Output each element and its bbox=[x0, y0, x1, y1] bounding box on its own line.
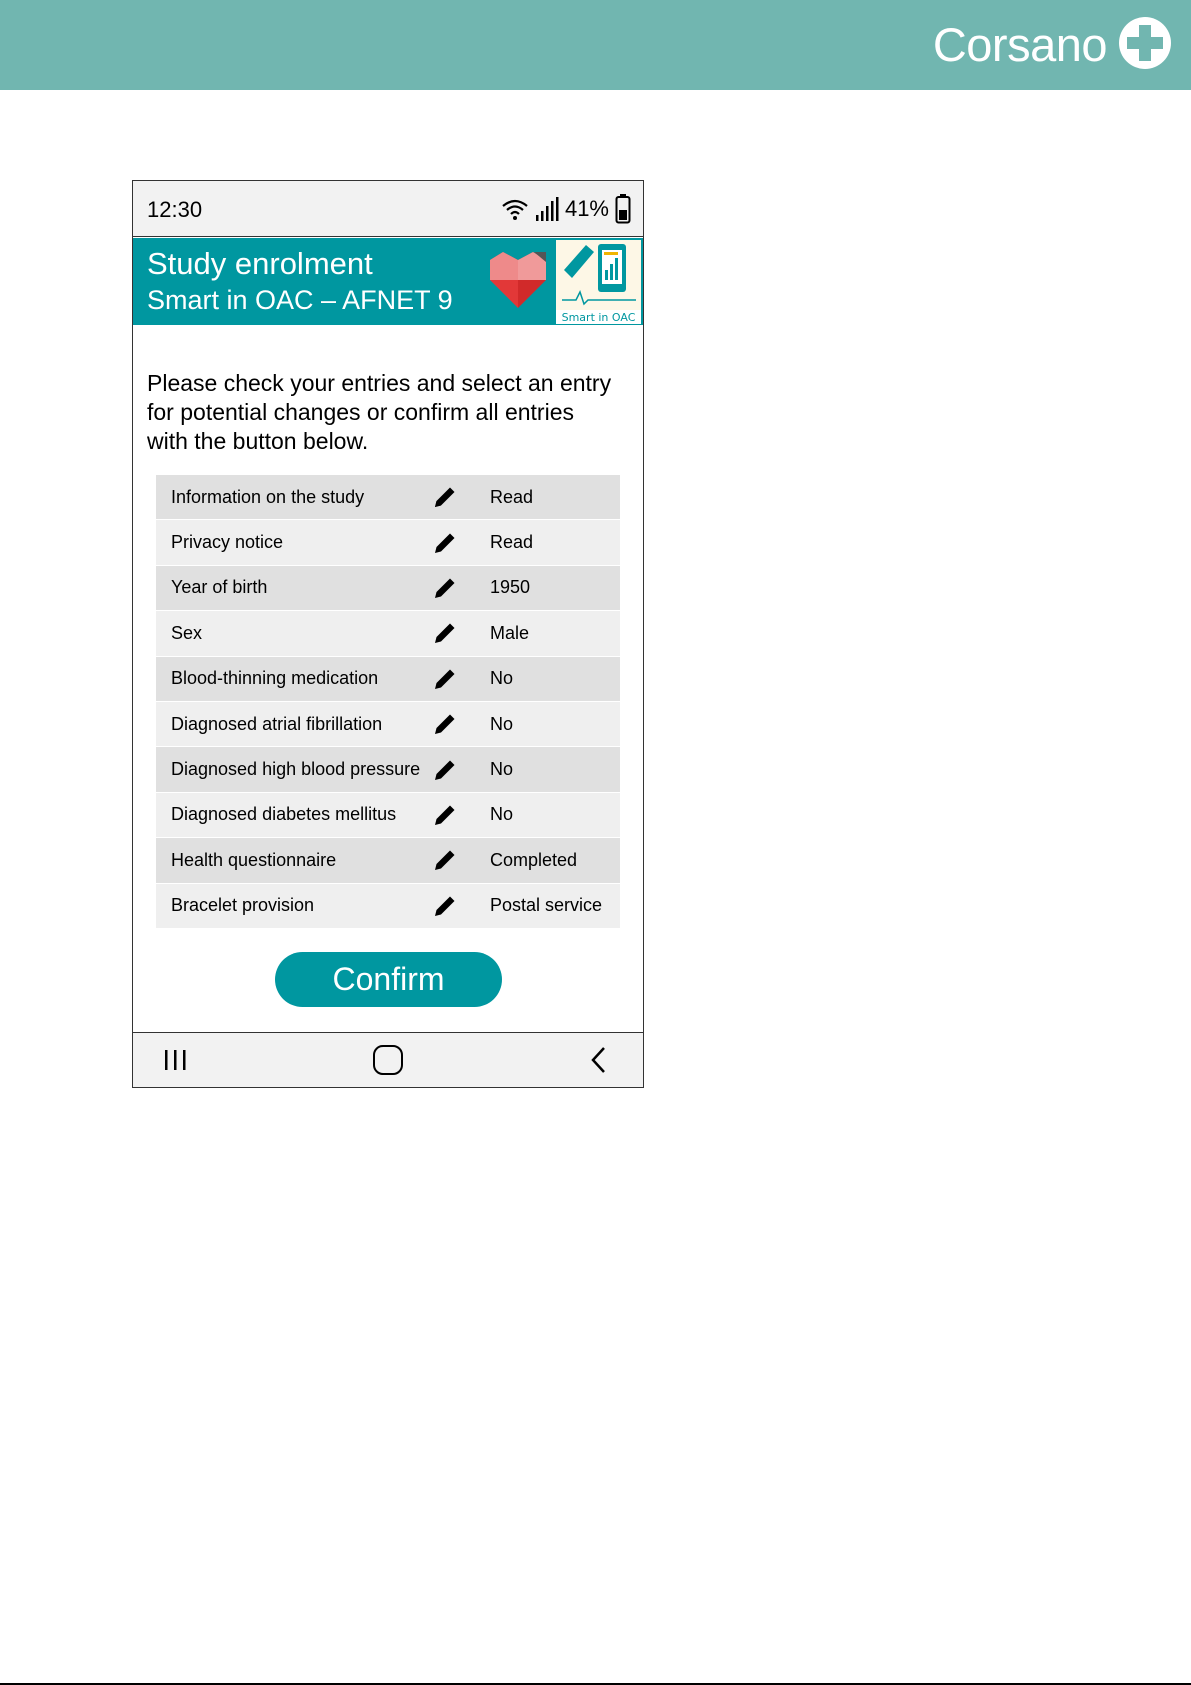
entry-value: Read bbox=[490, 486, 534, 507]
entry-row-year-of-birth[interactable] bbox=[156, 566, 620, 611]
entry-value: No bbox=[490, 759, 514, 780]
recent-apps-icon[interactable] bbox=[163, 1047, 189, 1073]
entry-value: No bbox=[490, 713, 514, 734]
study-logo-text: Smart in OAC bbox=[561, 311, 636, 324]
pencil-icon[interactable] bbox=[424, 802, 466, 828]
entry-label: Bracelet provision bbox=[171, 895, 315, 916]
phone-screen bbox=[132, 180, 644, 1088]
status-indicators bbox=[501, 191, 631, 227]
entry-row-atrial-fibrillation[interactable] bbox=[156, 702, 620, 747]
entry-label: Diagnosed atrial fibrillation bbox=[171, 713, 383, 734]
entry-value: Male bbox=[490, 622, 530, 643]
wifi-icon bbox=[501, 197, 529, 221]
entry-label: Sex bbox=[171, 622, 203, 643]
entry-row-blood-thinning[interactable] bbox=[156, 657, 620, 702]
battery-percent: 41% bbox=[564, 196, 609, 221]
entry-label: Information on the study bbox=[171, 486, 365, 507]
page-title: Study enrolment bbox=[147, 246, 373, 281]
battery-icon bbox=[615, 194, 631, 224]
entry-row-sex[interactable] bbox=[156, 611, 620, 656]
entry-row-bracelet-provision[interactable] bbox=[156, 884, 620, 929]
page-subtitle: Smart in OAC – AFNET 9 bbox=[147, 285, 453, 315]
entry-row-health-questionnaire[interactable] bbox=[156, 838, 620, 883]
entry-label: Privacy notice bbox=[171, 532, 284, 553]
entry-value: Read bbox=[490, 532, 534, 553]
entry-label: Health questionnaire bbox=[171, 849, 337, 870]
entry-value: No bbox=[490, 668, 514, 689]
system-nav-bar bbox=[133, 1032, 643, 1087]
entry-value: 1950 bbox=[490, 577, 531, 598]
entries-list bbox=[156, 475, 620, 929]
entry-label: Blood-thinning medication bbox=[171, 668, 379, 689]
back-icon[interactable] bbox=[588, 1045, 610, 1075]
pencil-icon[interactable] bbox=[424, 757, 466, 783]
pencil-icon[interactable] bbox=[424, 530, 466, 556]
heart-logo-icon bbox=[488, 250, 548, 310]
pencil-icon[interactable] bbox=[424, 575, 466, 601]
entry-row-diabetes[interactable] bbox=[156, 793, 620, 838]
entry-value: Postal service bbox=[490, 895, 603, 916]
entry-value: Completed bbox=[490, 849, 578, 870]
entry-label: Diagnosed high blood pressure bbox=[171, 759, 421, 780]
app-header bbox=[133, 238, 643, 325]
status-bar bbox=[133, 181, 643, 237]
pencil-icon[interactable] bbox=[424, 666, 466, 692]
smart-in-oac-logo bbox=[556, 240, 641, 324]
entry-label: Year of birth bbox=[171, 577, 268, 598]
entry-label: Diagnosed diabetes mellitus bbox=[171, 804, 397, 825]
pencil-icon[interactable] bbox=[424, 484, 466, 510]
pencil-icon[interactable] bbox=[424, 847, 466, 873]
instruction-text: Please check your entries and select an entry for potential changes or confirm all entries with the button below. bbox=[147, 370, 612, 454]
brand-name: Corsano bbox=[932, 18, 1107, 71]
home-icon[interactable] bbox=[373, 1045, 403, 1075]
status-time: 12:30 bbox=[147, 197, 203, 222]
study-logo-icon bbox=[556, 240, 641, 310]
signal-icon bbox=[535, 196, 559, 222]
brand-bar bbox=[0, 0, 1191, 90]
confirm-button[interactable]: Confirm bbox=[275, 952, 502, 1007]
pencil-icon[interactable] bbox=[424, 711, 466, 737]
entry-row-privacy[interactable] bbox=[156, 520, 620, 565]
pencil-icon[interactable] bbox=[424, 620, 466, 646]
entry-value: No bbox=[490, 804, 514, 825]
entry-row-high-blood-pressure[interactable] bbox=[156, 747, 620, 792]
entry-row-study-info[interactable] bbox=[156, 475, 620, 520]
pencil-icon[interactable] bbox=[424, 893, 466, 919]
corsano-cross-icon bbox=[1117, 15, 1173, 71]
